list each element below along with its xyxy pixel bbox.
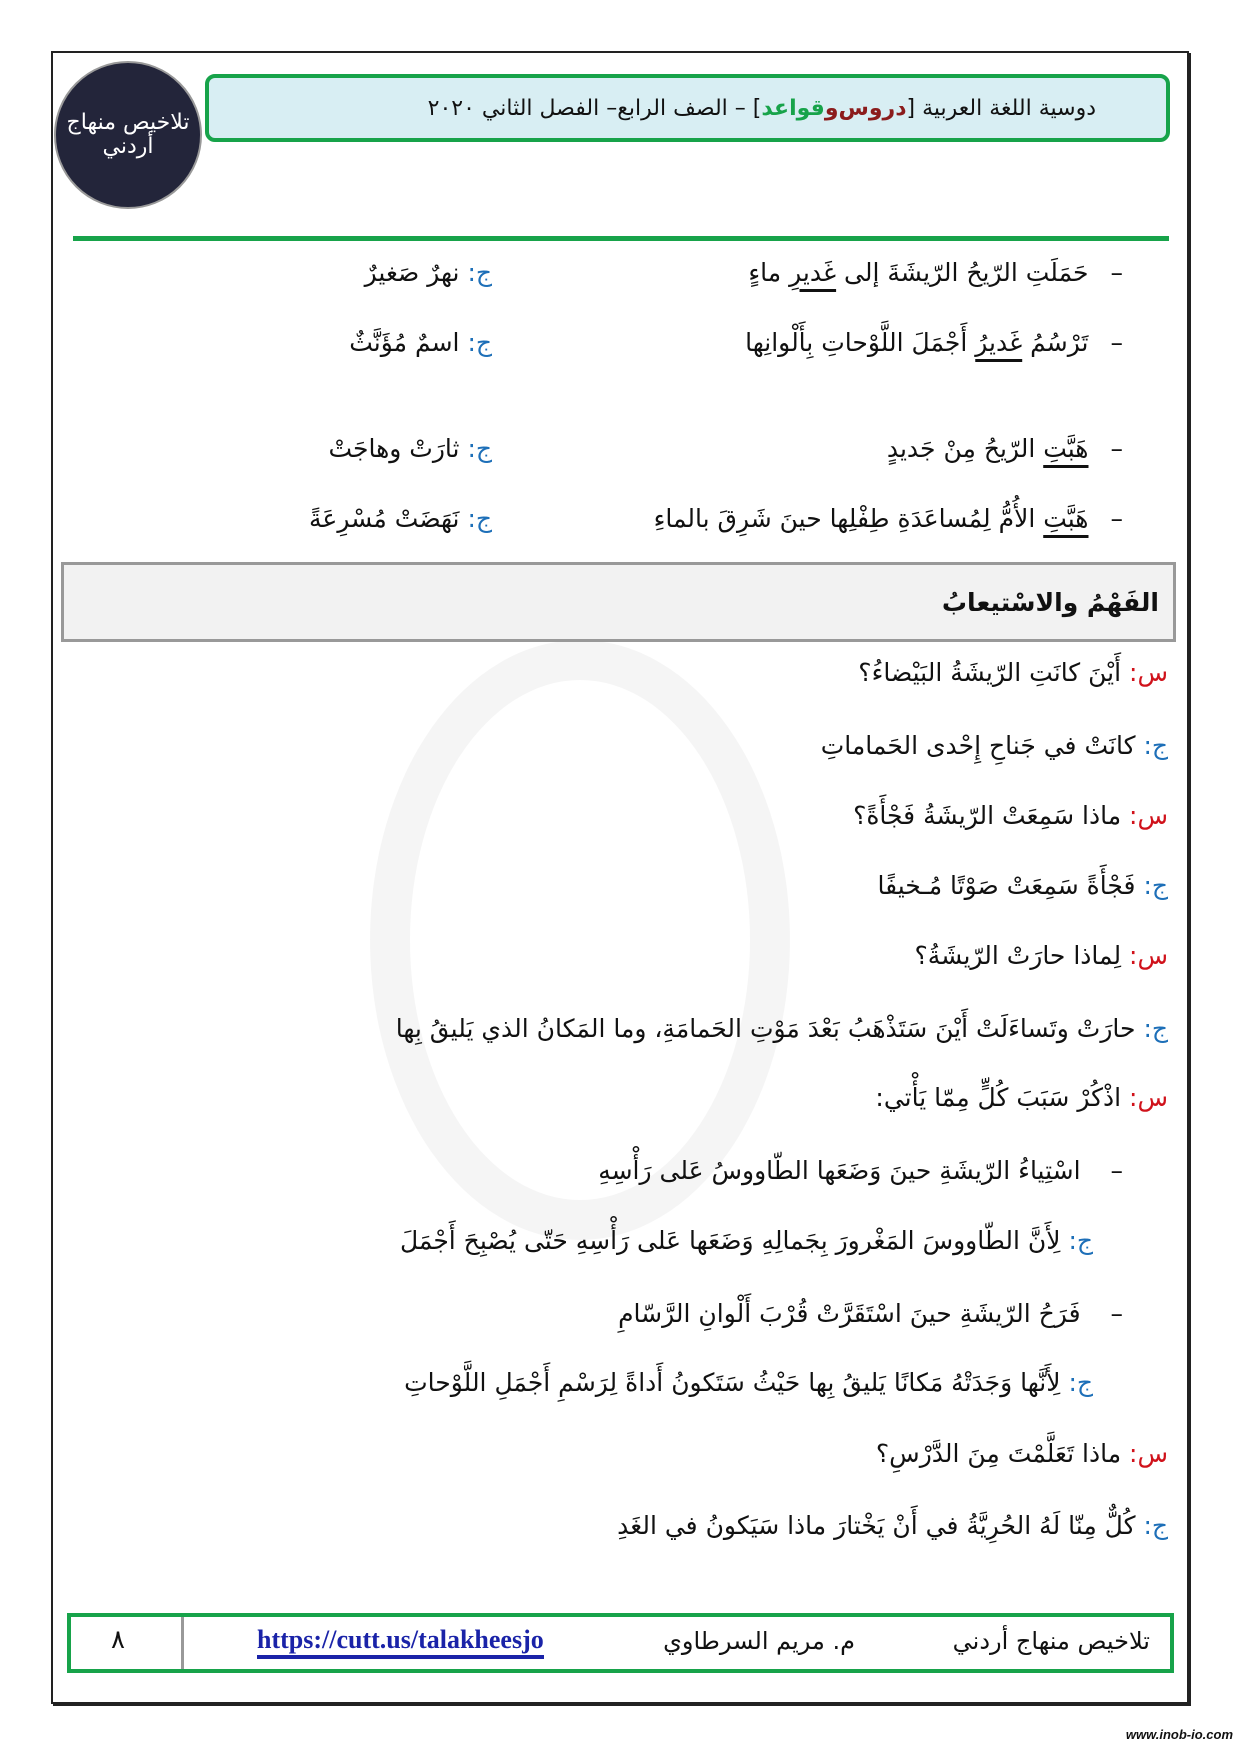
vocab-answer: [365, 258, 492, 287]
sentence-before: حَمَلَتِ الرّيحُ الرّيشَةَ إلى: [836, 258, 1089, 287]
line-label: س:: [1129, 658, 1168, 687]
header-suffix: ] – الصف الرابع– الفصل الثاني ٢٠٢٠: [427, 95, 762, 121]
bullet-dash: –: [1110, 258, 1123, 287]
question: [875, 1083, 1168, 1112]
watermark: [370, 640, 790, 1240]
header-prefix: دوسية اللغة العربية [: [906, 95, 1096, 121]
vocab-sentence: [745, 328, 1123, 357]
vocab-sentence: [654, 504, 1123, 533]
source-watermark: www.inob-io.com: [1125, 1727, 1233, 1742]
line-label: –: [1110, 1299, 1123, 1328]
footer-brand: تلاخيص منهاج أردني: [952, 1627, 1150, 1655]
line-text: فَرَحُ الرّيشَةِ حينَ اسْتَقَرَّتْ قُرْبَ أَلْوانِ الرَّسّامِ: [618, 1299, 1089, 1328]
sentence-before: تَرْسُمُ: [1022, 328, 1089, 357]
line-text: لِماذا حارَتْ الرّيشَةُ؟: [914, 941, 1130, 970]
page-number: ٨: [111, 1625, 125, 1655]
line-label: ج:: [1143, 871, 1168, 900]
answer: [396, 1014, 1168, 1043]
sentence-after: الأُمُّ لِمُساعَدَةِ طِفْلِها حينَ شَرِقَ بالماءِ: [653, 504, 1044, 533]
question: [876, 1439, 1168, 1468]
line-text: حارَتْ وتَساءَلَتْ أَيْنَ سَتَذْهَبُ بَعْدَ مَوْتِ الحَمامَةِ، وما المَكانُ الذي يَليقُ بِها: [395, 1014, 1144, 1043]
footer-link[interactable]: https://cutt.us/talakheesjo: [257, 1625, 544, 1659]
footer: [67, 1613, 1174, 1673]
vocab-answer: [309, 504, 492, 533]
underlined-word: غَديرُ: [975, 328, 1023, 357]
bullet-dash: –: [1110, 434, 1123, 463]
line-label: ج:: [1143, 731, 1168, 760]
divider: [73, 236, 1169, 241]
logo-text: تلاخيص منهاج أردني: [66, 109, 190, 159]
sentence-after: الرّيحُ مِنْ جَديدٍ: [886, 434, 1044, 463]
question: [914, 941, 1168, 970]
question: [858, 658, 1168, 687]
answer: [404, 1368, 1093, 1397]
sub-item: [598, 1156, 1123, 1185]
logo: [54, 61, 202, 209]
line-label: س:: [1129, 1083, 1168, 1112]
line-label: ج:: [1068, 1368, 1093, 1397]
header-word-rules: قواعد: [761, 95, 825, 121]
footer-author: م. مريم السرطاوي: [663, 1627, 855, 1655]
line-text: اذْكُرْ سَبَبَ كُلٍّ مِمّا يَأْتي:: [875, 1083, 1130, 1112]
underlined-word: هَبَّتِ: [1043, 434, 1089, 463]
sentence-after: أَجْمَلَ اللَّوْحاتِ بِأَلْوانِها: [745, 328, 976, 357]
line-label: س:: [1129, 941, 1168, 970]
line-label: ج:: [1068, 1226, 1093, 1255]
bullet-dash: –: [1110, 328, 1123, 357]
answer-label: ج:: [467, 434, 492, 463]
answer-text: اسمٌ مُؤَنَّثٌ: [349, 328, 468, 357]
footer-divider: [181, 1617, 184, 1669]
answer: [877, 871, 1168, 900]
answer-text: ثارَتْ وهاجَتْ: [328, 434, 468, 463]
line-label: –: [1110, 1156, 1123, 1185]
answer-label: ج:: [467, 504, 492, 533]
section-heading: [61, 562, 1176, 642]
line-text: كُلٌّ مِنّا لَهُ الحُرِيَّةُ في أَنْ يَخْتارَ ماذا سَيَكونُ في الغَدِ: [617, 1511, 1144, 1540]
answer-text: نهرٌ صَغيرٌ: [364, 258, 468, 287]
line-label: ج:: [1143, 1511, 1168, 1540]
underlined-word: هَبَّتِ: [1043, 504, 1089, 533]
vocab-answer: [328, 434, 492, 463]
line-label: س:: [1129, 1439, 1168, 1468]
header-word-lessons: دروس: [838, 95, 907, 121]
answer-label: ج:: [467, 328, 492, 357]
section-title: الفَهْمُ والاسْتيعابُ: [941, 587, 1159, 617]
vocab-sentence: [748, 258, 1123, 287]
answer: [400, 1226, 1093, 1255]
vocab-answer: [349, 328, 492, 357]
answer-text: نَهَضَتْ مُسْرِعَةً: [309, 504, 468, 533]
line-text: لِأَنَّ الطّاووسَ المَغْرورَ بِجَمالِهِ وَضَعَها عَلى رَأْسِهِ حَتّى يُصْبِحَ أَجْمَلَ: [399, 1226, 1069, 1255]
sub-item: [618, 1299, 1123, 1328]
line-label: ج:: [1143, 1014, 1168, 1043]
line-text: اسْتِياءُ الرّيشَةِ حينَ وَضَعَها الطّاووسُ عَلى رَأْسِهِ: [598, 1156, 1089, 1185]
line-text: كانَتْ في جَناحِ إِحْدى الحَماماتِ: [820, 731, 1144, 760]
answer: [617, 1511, 1168, 1540]
bullet-dash: –: [1110, 504, 1123, 533]
header-conj: و: [824, 95, 839, 121]
vocab-sentence: [887, 434, 1123, 463]
line-text: أَيْنَ كانَتِ الرّيشَةُ البَيْضاءُ؟: [858, 658, 1130, 687]
sentence-after: ماءٍ: [748, 258, 790, 287]
line-text: فَجْأَةً سَمِعَتْ صَوْتًا مُـخيفًا: [877, 871, 1144, 900]
answer: [821, 731, 1168, 760]
line-text: ماذا سَمِعَتْ الرّيشَةُ فَجْأَةً؟: [853, 801, 1130, 830]
document-header: [205, 74, 1170, 142]
underlined-word: غَديرِ: [789, 258, 837, 287]
answer-label: ج:: [467, 258, 492, 287]
line-label: س:: [1129, 801, 1168, 830]
line-text: ماذا تَعَلَّمْتَ مِنَ الدَّرْسِ؟: [875, 1439, 1130, 1468]
question: [853, 801, 1168, 830]
line-text: لِأَنَّها وَجَدَتْهُ مَكانًا يَليقُ بِها حَيْثُ سَتَكونُ أَداةً لِرَسْمِ أَجْمَلِ اللَّوْحاتِ: [404, 1368, 1069, 1397]
